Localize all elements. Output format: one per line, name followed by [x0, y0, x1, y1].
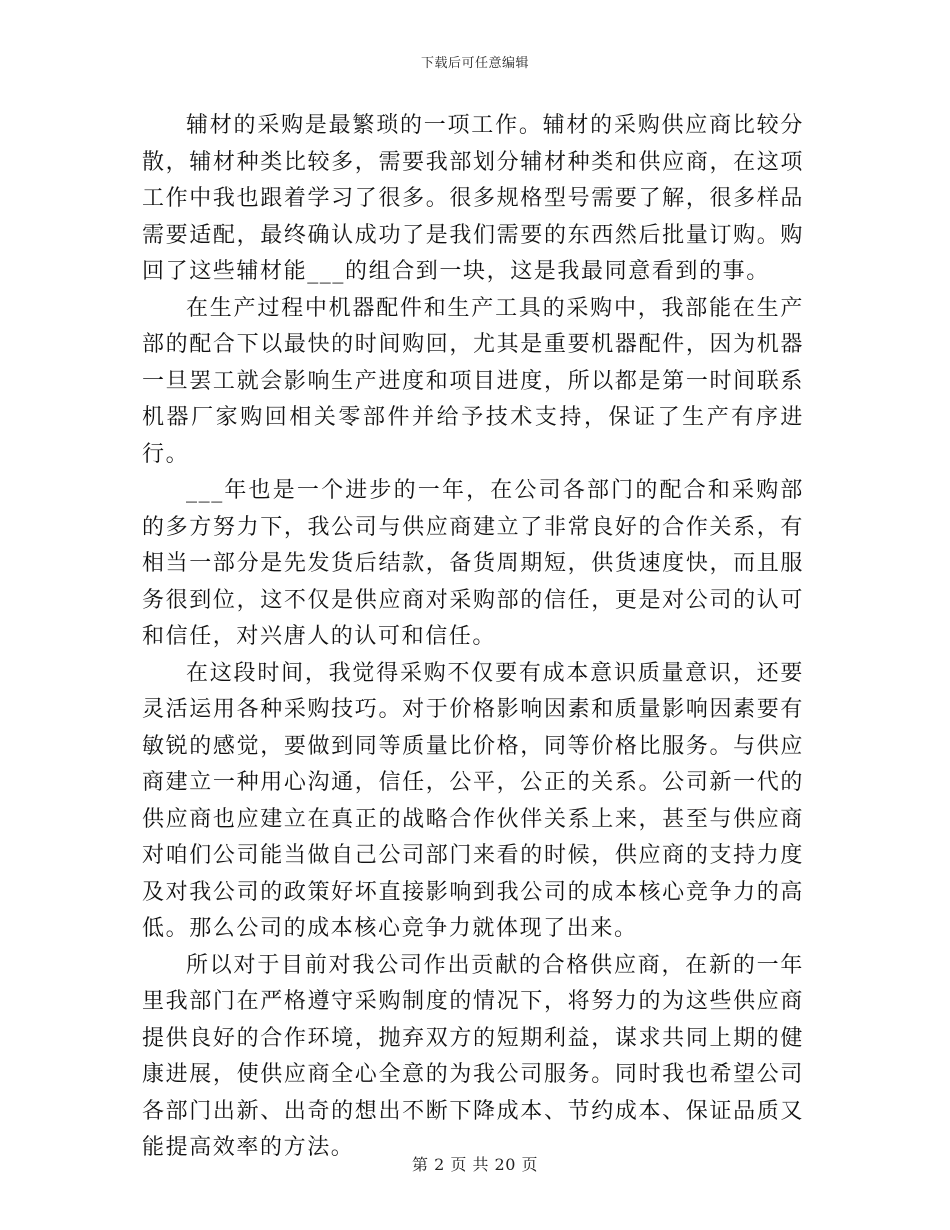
paragraph-purchasing-skills: 在这段时间，我觉得采购不仅要有成本意识质量意识，还要灵活运用各种采购技巧。对于价格影响因素和质量影响因素要有敏锐的感觉，要做到同等质量比价格，同等价格比服务。与供应商建立一种用心沟通，信任，公平，公正的关系。公司新一代的供应商也应建立在真正的战略合作伙伴关系上来，甚至与供应商对咱们公司能当做自己公司部门来看的时候，供应商的支持力度及对我公司的政策好坏直接影响到我公司的成本核心竞争力的高低。那么公司的成本核心竞争力就体现了出来。	[142, 660, 804, 941]
page-header: 下载后可任意编辑	[420, 56, 529, 71]
paragraph-supplier-relations: ___年也是一个进步的一年，在公司各部门的配合和采购部的多方努力下，我公司与供应商建立了非常良好的合作关系，有相当一部分是先发货后结款，备货周期短，供货速度快，而且服务很到位，这不仅是供应商对采购部的信任，更是对公司的认可和信任，对兴唐人的认可和信任。	[142, 478, 804, 649]
document-body	[142, 108, 804, 1167]
paragraph-auxiliary-materials: 辅材的采购是最繁琐的一项工作。辅材的采购供应商比较分散，辅材种类比较多，需要我部划分辅材种类和供应商，在这项工作中我也跟着学习了很多。很多规格型号需要了解，很多样品需要适配，最终确认成功了是我们需要的东西然后批量订购。购回了这些辅材能___的组合到一块，这是我最同意看到的事。	[142, 113, 804, 284]
paragraph-machine-parts: 在生产过程中机器配件和生产工具的采购中，我部能在生产部的配合下以最快的时间购回，尤其是重要机器配件，因为机器一旦罢工就会影响生产进度和项目进度，所以都是第一时间联系机器厂家购回相关零部件并给予技术支持，保证了生产有序进行。	[142, 295, 804, 467]
page-number: 第 2 页 共 20 页	[412, 1155, 538, 1174]
paragraph-future-plans: 所以对于目前对我公司作出贡献的合格供应商，在新的一年里我部门在严格遵守采购制度的情况下，将努力的为这些供应商提供良好的合作环境，抛弃双方的短期利益，谋求共同上期的健康进展，使供应商全心全意的为我公司服务。同时我也希望公司各部门出新、出奇的想出不断下降成本、节约成本、保证品质又能提高效率的方法。	[142, 952, 804, 1160]
